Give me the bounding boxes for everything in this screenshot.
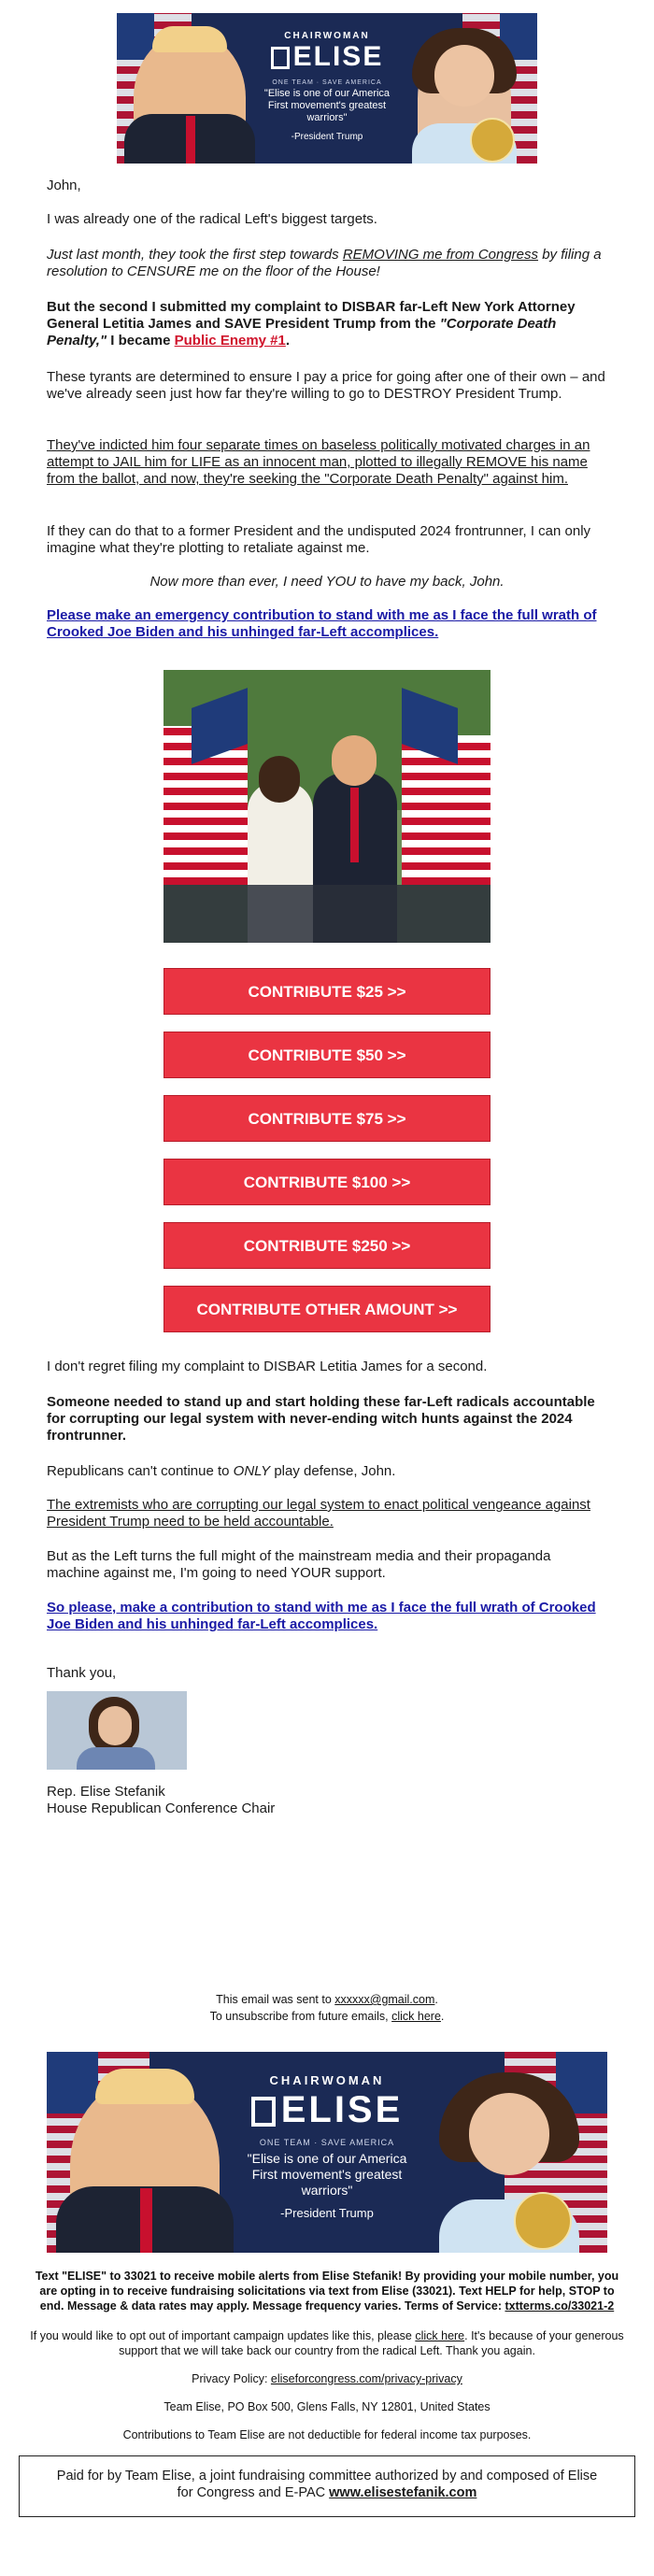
paid-for-box [19, 2455, 635, 2517]
paragraph-4: These tyrants are determined to ensure I pay a price for going after one of their own – and we've already seen just how far they're willing to go to DESTROY President Trump. [47, 369, 605, 402]
unsub-a: To unsubscribe from future emails, [209, 2010, 392, 2023]
header-banner [117, 13, 537, 164]
sent-to-line [28, 1992, 626, 2007]
privacy-a: Privacy Policy: [192, 2372, 271, 2385]
p3-end: . [285, 333, 291, 349]
contribute-other-button[interactable]: CONTRIBUTE OTHER AMOUNT >> [164, 1286, 490, 1332]
elise-face [434, 45, 494, 107]
banner-brand-text: ELISE [292, 41, 384, 72]
contribute-50-button[interactable]: CONTRIBUTE $50 >> [164, 1032, 490, 1078]
footer-elise-face [469, 2093, 549, 2175]
sent-to-a: This email was sent to [216, 1993, 335, 2006]
website-link[interactable]: www.elisestefanik.com [329, 2485, 477, 2500]
p3-a: But the second I submitted my complaint to DISBAR far-Left New York Attorney General Letitia James and SAVE President Trump from the [47, 299, 576, 332]
paragraph-12: But as the Left turns the full might of the mainstream media and their propaganda machine against me, I'm going to need YOUR support. [47, 1548, 551, 1581]
signoff: Thank you, [47, 1665, 117, 1681]
paragraph-6: If they can do that to a former President and the undisputed 2024 frontrunner, I can only imagine what they're plotting to retaliate against me. [47, 523, 591, 556]
crowd [164, 885, 490, 943]
sent-to-b: . [434, 1993, 438, 2006]
paragraph-1: I was already one of the radical Left's biggest targets. [47, 211, 377, 227]
footer-trump-hair [95, 2069, 194, 2104]
optout-b: . It's because of your generous support that we will take back our country from the radical Left. Thank you again. [119, 2329, 624, 2357]
p2-b: by filing a resolution to CENSURE me on the floor of the House! [47, 247, 602, 279]
paragraph-7: Now more than ever, I need YOU to have my back, John. [149, 574, 505, 590]
footer-banner-brand [234, 2089, 420, 2130]
contribute-250-button[interactable]: CONTRIBUTE $250 >> [164, 1222, 490, 1269]
banner-quote: "Elise is one of our America First movement's greatest warriors" [263, 88, 391, 123]
rally-photo [164, 670, 490, 943]
p2-underline: REMOVING me from Congress [342, 247, 539, 263]
sms-terms-link[interactable]: txtterms.co/33021-2 [505, 2299, 615, 2313]
privacy-link[interactable]: eliseforcongress.com/privacy-privacy [270, 2372, 462, 2385]
contribute-100-button[interactable]: CONTRIBUTE $100 >> [164, 1159, 490, 1205]
unsubscribe-line [28, 2009, 626, 2024]
p3-italic: "Corporate Death Penalty," [47, 316, 557, 349]
optout-a: If you would like to opt out of important campaign updates like this, please [30, 2329, 416, 2342]
trump-figure-head [332, 735, 377, 786]
trump-tie [186, 116, 195, 164]
unsubscribe-link[interactable]: click here [391, 2010, 441, 2023]
contribute-75-button[interactable]: CONTRIBUTE $75 >> [164, 1095, 490, 1142]
optout-line [28, 2328, 626, 2358]
sms-a: Text "ELISE" to 33021 to receive mobile alerts from Elise Stefanik! By providing your mobile number, you are opting in to receive fundraising solicitations via text from Elise (33021). Text HELP for help, STOP to end. Message & data rates may apply. Message frequency varies. Terms of Service: [35, 2270, 619, 2313]
official-seal [470, 118, 515, 163]
paragraph-8: I don't regret filing my complaint to DISBAR Letitia James for a second. [47, 1359, 488, 1374]
optout-link[interactable]: click here [415, 2329, 465, 2342]
footer-official-seal [514, 2192, 572, 2250]
banner-tagline: ONE TEAM · SAVE AMERICA [272, 79, 382, 86]
footer-banner-kicker: CHAIRWOMAN [269, 2073, 385, 2087]
signature-name: Rep. Elise Stefanik [47, 1784, 165, 1800]
signature-photo [47, 1691, 187, 1770]
paragraph-3 [47, 299, 607, 349]
sig-photo-face [98, 1706, 132, 1745]
footer-banner [47, 2052, 607, 2253]
banner-kicker: CHAIRWOMAN [284, 31, 370, 41]
p10-a: Republicans can't continue to [47, 1463, 234, 1479]
cta-link-1[interactable]: Please make an emergency contribution to stand with me as I face the full wrath of Crooked Joe Biden and his unhinged far-Left accomplices. [47, 607, 597, 640]
cta-link-2[interactable]: So please, make a contribution to stand with me as I face the full wrath of Crooked Joe Biden and his unhinged far-Left accomplices. [47, 1600, 596, 1632]
footer-banner-quote: "Elise is one of our America First movement's greatest warriors" [247, 2151, 407, 2198]
paid-for-text: Paid for by Team Elise, a joint fundraising committee authorized by and composed of Elise for Congress and E-PAC [56, 2469, 598, 2500]
unsub-b: . [440, 2010, 445, 2023]
recipient-email-link[interactable]: xxxxxx@gmail.com [334, 1993, 435, 2006]
footer-banner-attribution: -President Trump [280, 2206, 374, 2220]
sms-disclaimer [28, 2269, 626, 2313]
footer-brand-mark-icon [251, 2097, 276, 2127]
contribute-25-button[interactable]: CONTRIBUTE $25 >> [164, 968, 490, 1015]
brand-mark-icon [271, 47, 290, 69]
footer-banner-tagline: ONE TEAM · SAVE AMERICA [259, 2138, 395, 2147]
p3-b: I became [107, 333, 175, 349]
banner-attribution: -President Trump [291, 132, 363, 142]
elise-figure-head [259, 756, 300, 803]
paragraph-10 [47, 1463, 607, 1480]
footer-trump-tie [140, 2188, 152, 2253]
salutation: John, [47, 178, 81, 193]
trump-hair [152, 26, 227, 52]
signature-title: House Republican Conference Chair [47, 1800, 276, 1816]
address-line: Team Elise, PO Box 500, Glens Falls, NY 12801, United States [164, 2400, 490, 2413]
tax-line: Contributions to Team Elise are not deductible for federal income tax purposes. [122, 2428, 532, 2441]
paragraph-11: The extremists who are corrupting our legal system to enact political vengeance against President Trump need to be held accountable. [47, 1497, 590, 1530]
sig-photo-shirt [77, 1747, 155, 1770]
banner-brand [257, 41, 397, 73]
p10-b: play defense, John. [270, 1463, 396, 1479]
paragraph-5: They've indicted him four separate times on baseless politically motivated charges in an attempt to JAIL him for LIFE as an innocent man, plotted to illegally REMOVE his name from the ballot, and now, they're seeking the "Corporate Death Penalty" against him. [47, 437, 590, 487]
p2-a: Just last month, they took the first step towards [47, 247, 343, 263]
footer-banner-brand-text: ELISE [280, 2089, 404, 2130]
trump-figure-tie [350, 788, 359, 862]
paragraph-2 [47, 247, 607, 280]
p10-italic: ONLY [233, 1463, 271, 1479]
privacy-line [28, 2371, 626, 2386]
paragraph-9: Someone needed to stand up and start holding these far-Left radicals accountable for corrupting our legal system with never-ending witch hunts against the 2024 frontrunner. [47, 1394, 595, 1444]
public-enemy-link[interactable]: Public Enemy #1 [174, 333, 286, 349]
